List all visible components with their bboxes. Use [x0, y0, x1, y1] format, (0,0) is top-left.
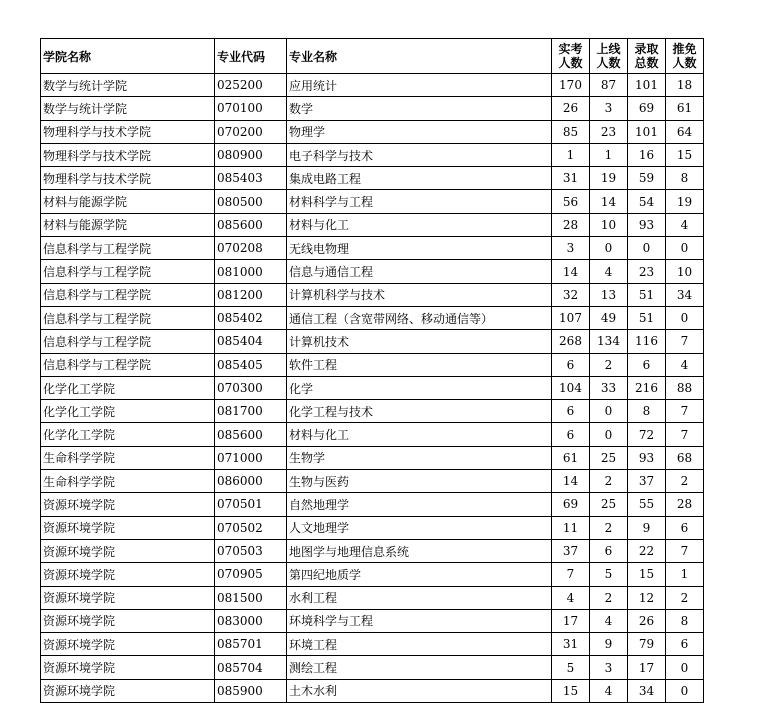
cell-exam-count: 7: [552, 563, 590, 586]
header-admit-line1: 录取: [634, 42, 659, 56]
cell-exam-count: 104: [552, 376, 590, 399]
cell-admit-total: 69: [628, 97, 666, 120]
cell-major: 集成电路工程: [287, 167, 552, 190]
table-row: [41, 586, 704, 609]
cell-exam-count: 5: [552, 656, 590, 679]
cell-college: 数学与统计学院: [41, 97, 215, 120]
cell-line-count: 9: [590, 633, 628, 656]
table-row: [41, 563, 704, 586]
cell-major: 电子科学与技术: [287, 143, 552, 166]
cell-code: 085402: [215, 306, 287, 329]
header-admit: [628, 39, 666, 74]
cell-line-count: 49: [590, 306, 628, 329]
cell-line-count: 25: [590, 446, 628, 469]
cell-admit-total: 216: [628, 376, 666, 399]
cell-exam-count: 56: [552, 190, 590, 213]
cell-college: 资源环境学院: [41, 586, 215, 609]
admissions-table: [40, 38, 704, 703]
table-row: [41, 539, 704, 562]
cell-recommend-count: 18: [666, 74, 704, 97]
cell-code: 070905: [215, 563, 287, 586]
cell-recommend-count: 34: [666, 283, 704, 306]
header-exam-line1: 实考: [558, 42, 583, 56]
cell-exam-count: 61: [552, 446, 590, 469]
cell-college: 资源环境学院: [41, 656, 215, 679]
table-row: [41, 237, 704, 260]
cell-exam-count: 15: [552, 679, 590, 702]
cell-college: 化学化工学院: [41, 400, 215, 423]
cell-line-count: 14: [590, 190, 628, 213]
cell-recommend-count: 6: [666, 516, 704, 539]
cell-major: 水利工程: [287, 586, 552, 609]
cell-code: 083000: [215, 609, 287, 632]
cell-major: 地图学与地理信息系统: [287, 539, 552, 562]
cell-major: 材料科学与工程: [287, 190, 552, 213]
header-college: 学院名称: [41, 39, 215, 74]
table-row: [41, 306, 704, 329]
cell-college: 化学化工学院: [41, 376, 215, 399]
table-row: [41, 516, 704, 539]
cell-exam-count: 26: [552, 97, 590, 120]
cell-admit-total: 51: [628, 283, 666, 306]
cell-line-count: 0: [590, 400, 628, 423]
cell-recommend-count: 0: [666, 656, 704, 679]
cell-code: 081000: [215, 260, 287, 283]
cell-major: 生物学: [287, 446, 552, 469]
cell-college: 材料与能源学院: [41, 213, 215, 236]
table-row: [41, 143, 704, 166]
cell-recommend-count: 19: [666, 190, 704, 213]
cell-college: 生命科学学院: [41, 446, 215, 469]
cell-admit-total: 55: [628, 493, 666, 516]
header-recommend-line2: 人数: [672, 56, 697, 70]
cell-major: 环境科学与工程: [287, 609, 552, 632]
cell-code: 085900: [215, 679, 287, 702]
cell-recommend-count: 7: [666, 400, 704, 423]
cell-major: 材料与化工: [287, 423, 552, 446]
cell-code: 071000: [215, 446, 287, 469]
cell-admit-total: 59: [628, 167, 666, 190]
cell-recommend-count: 0: [666, 237, 704, 260]
cell-major: 土木水利: [287, 679, 552, 702]
table-row: [41, 376, 704, 399]
cell-exam-count: 17: [552, 609, 590, 632]
cell-admit-total: 116: [628, 330, 666, 353]
table-row: [41, 120, 704, 143]
cell-college: 物理科学与技术学院: [41, 143, 215, 166]
cell-line-count: 23: [590, 120, 628, 143]
cell-recommend-count: 0: [666, 306, 704, 329]
cell-code: 070502: [215, 516, 287, 539]
cell-college: 化学化工学院: [41, 423, 215, 446]
cell-major: 自然地理学: [287, 493, 552, 516]
table-row: [41, 656, 704, 679]
table-row: [41, 493, 704, 516]
cell-admit-total: 72: [628, 423, 666, 446]
cell-college: 信息科学与工程学院: [41, 330, 215, 353]
header-recommend-line1: 推免: [672, 42, 697, 56]
header-line-line1: 上线: [596, 42, 621, 56]
cell-major: 化学工程与技术: [287, 400, 552, 423]
cell-admit-total: 34: [628, 679, 666, 702]
cell-college: 信息科学与工程学院: [41, 283, 215, 306]
cell-recommend-count: 0: [666, 679, 704, 702]
table-row: [41, 97, 704, 120]
cell-exam-count: 11: [552, 516, 590, 539]
cell-line-count: 3: [590, 656, 628, 679]
cell-code: 086000: [215, 470, 287, 493]
table-row: [41, 446, 704, 469]
cell-code: 085405: [215, 353, 287, 376]
cell-major: 数学: [287, 97, 552, 120]
cell-recommend-count: 68: [666, 446, 704, 469]
cell-line-count: 0: [590, 423, 628, 446]
cell-college: 物理科学与技术学院: [41, 167, 215, 190]
cell-exam-count: 268: [552, 330, 590, 353]
cell-line-count: 13: [590, 283, 628, 306]
cell-code: 070208: [215, 237, 287, 260]
header-exam: [552, 39, 590, 74]
cell-admit-total: 79: [628, 633, 666, 656]
cell-recommend-count: 2: [666, 470, 704, 493]
cell-exam-count: 1: [552, 143, 590, 166]
cell-line-count: 2: [590, 470, 628, 493]
cell-admit-total: 22: [628, 539, 666, 562]
cell-admit-total: 101: [628, 120, 666, 143]
cell-exam-count: 3: [552, 237, 590, 260]
cell-code: 081500: [215, 586, 287, 609]
cell-code: 085704: [215, 656, 287, 679]
header-exam-line2: 人数: [558, 56, 583, 70]
cell-recommend-count: 7: [666, 539, 704, 562]
cell-line-count: 134: [590, 330, 628, 353]
header-line: [590, 39, 628, 74]
cell-admit-total: 15: [628, 563, 666, 586]
cell-admit-total: 6: [628, 353, 666, 376]
cell-exam-count: 6: [552, 423, 590, 446]
cell-major: 人文地理学: [287, 516, 552, 539]
cell-code: 070200: [215, 120, 287, 143]
cell-exam-count: 107: [552, 306, 590, 329]
cell-college: 资源环境学院: [41, 633, 215, 656]
cell-recommend-count: 1: [666, 563, 704, 586]
cell-college: 资源环境学院: [41, 493, 215, 516]
cell-line-count: 5: [590, 563, 628, 586]
cell-major: 环境工程: [287, 633, 552, 656]
cell-recommend-count: 10: [666, 260, 704, 283]
cell-major: 测绘工程: [287, 656, 552, 679]
cell-major: 生物与医药: [287, 470, 552, 493]
cell-line-count: 0: [590, 237, 628, 260]
cell-admit-total: 23: [628, 260, 666, 283]
cell-major: 物理学: [287, 120, 552, 143]
cell-recommend-count: 64: [666, 120, 704, 143]
cell-exam-count: 6: [552, 400, 590, 423]
cell-exam-count: 69: [552, 493, 590, 516]
cell-recommend-count: 7: [666, 423, 704, 446]
cell-line-count: 2: [590, 516, 628, 539]
cell-line-count: 1: [590, 143, 628, 166]
cell-admit-total: 12: [628, 586, 666, 609]
cell-line-count: 2: [590, 586, 628, 609]
cell-college: 资源环境学院: [41, 563, 215, 586]
cell-recommend-count: 28: [666, 493, 704, 516]
cell-major: 无线电物理: [287, 237, 552, 260]
cell-line-count: 10: [590, 213, 628, 236]
cell-admit-total: 26: [628, 609, 666, 632]
cell-recommend-count: 8: [666, 609, 704, 632]
cell-college: 资源环境学院: [41, 539, 215, 562]
cell-college: 资源环境学院: [41, 516, 215, 539]
cell-recommend-count: 7: [666, 330, 704, 353]
table-header: [41, 39, 704, 74]
table-body: [41, 74, 704, 703]
cell-exam-count: 37: [552, 539, 590, 562]
cell-college: 信息科学与工程学院: [41, 237, 215, 260]
table-row: [41, 679, 704, 702]
cell-code: 081700: [215, 400, 287, 423]
cell-code: 085600: [215, 423, 287, 446]
table-row: [41, 213, 704, 236]
cell-line-count: 4: [590, 679, 628, 702]
cell-exam-count: 6: [552, 353, 590, 376]
cell-major: 信息与通信工程: [287, 260, 552, 283]
cell-recommend-count: 88: [666, 376, 704, 399]
cell-code: 085404: [215, 330, 287, 353]
cell-admit-total: 37: [628, 470, 666, 493]
cell-admit-total: 93: [628, 213, 666, 236]
cell-college: 信息科学与工程学院: [41, 260, 215, 283]
table-row: [41, 353, 704, 376]
cell-recommend-count: 61: [666, 97, 704, 120]
cell-exam-count: 31: [552, 167, 590, 190]
table-row: [41, 190, 704, 213]
cell-admit-total: 54: [628, 190, 666, 213]
cell-recommend-count: 4: [666, 353, 704, 376]
cell-admit-total: 9: [628, 516, 666, 539]
cell-college: 材料与能源学院: [41, 190, 215, 213]
table-row: [41, 330, 704, 353]
cell-code: 070100: [215, 97, 287, 120]
cell-major: 软件工程: [287, 353, 552, 376]
cell-recommend-count: 6: [666, 633, 704, 656]
cell-code: 080500: [215, 190, 287, 213]
table-row: [41, 260, 704, 283]
cell-college: 信息科学与工程学院: [41, 306, 215, 329]
cell-admit-total: 17: [628, 656, 666, 679]
cell-exam-count: 28: [552, 213, 590, 236]
cell-code: 085701: [215, 633, 287, 656]
table-row: [41, 633, 704, 656]
cell-recommend-count: 2: [666, 586, 704, 609]
cell-admit-total: 8: [628, 400, 666, 423]
cell-line-count: 4: [590, 260, 628, 283]
cell-major: 计算机科学与技术: [287, 283, 552, 306]
cell-code: 085403: [215, 167, 287, 190]
cell-line-count: 87: [590, 74, 628, 97]
table-row: [41, 400, 704, 423]
cell-code: 070503: [215, 539, 287, 562]
table-row: [41, 470, 704, 493]
cell-code: 025200: [215, 74, 287, 97]
cell-exam-count: 4: [552, 586, 590, 609]
cell-line-count: 33: [590, 376, 628, 399]
cell-recommend-count: 4: [666, 213, 704, 236]
cell-college: 资源环境学院: [41, 679, 215, 702]
cell-major: 通信工程（含宽带网络、移动通信等）: [287, 306, 552, 329]
cell-admit-total: 0: [628, 237, 666, 260]
cell-line-count: 3: [590, 97, 628, 120]
cell-college: 信息科学与工程学院: [41, 353, 215, 376]
header-major: 专业名称: [287, 39, 552, 74]
cell-code: 070501: [215, 493, 287, 516]
cell-line-count: 25: [590, 493, 628, 516]
header-recommend: [666, 39, 704, 74]
cell-major: 化学: [287, 376, 552, 399]
cell-exam-count: 85: [552, 120, 590, 143]
cell-admit-total: 16: [628, 143, 666, 166]
cell-exam-count: 14: [552, 260, 590, 283]
cell-major: 第四纪地质学: [287, 563, 552, 586]
table-row: [41, 609, 704, 632]
cell-code: 080900: [215, 143, 287, 166]
cell-admit-total: 51: [628, 306, 666, 329]
cell-college: 资源环境学院: [41, 609, 215, 632]
cell-major: 材料与化工: [287, 213, 552, 236]
cell-code: 081200: [215, 283, 287, 306]
cell-admit-total: 101: [628, 74, 666, 97]
cell-line-count: 2: [590, 353, 628, 376]
cell-college: 物理科学与技术学院: [41, 120, 215, 143]
cell-line-count: 19: [590, 167, 628, 190]
cell-exam-count: 14: [552, 470, 590, 493]
cell-recommend-count: 8: [666, 167, 704, 190]
header-code: 专业代码: [215, 39, 287, 74]
cell-line-count: 6: [590, 539, 628, 562]
cell-major: 计算机技术: [287, 330, 552, 353]
header-row: [41, 39, 704, 74]
cell-recommend-count: 15: [666, 143, 704, 166]
table-row: [41, 167, 704, 190]
table-row: [41, 423, 704, 446]
table-row: [41, 74, 704, 97]
cell-code: 070300: [215, 376, 287, 399]
table-row: [41, 283, 704, 306]
cell-college: 数学与统计学院: [41, 74, 215, 97]
cell-code: 085600: [215, 213, 287, 236]
cell-admit-total: 93: [628, 446, 666, 469]
cell-exam-count: 31: [552, 633, 590, 656]
cell-college: 生命科学学院: [41, 470, 215, 493]
cell-exam-count: 32: [552, 283, 590, 306]
header-line-line2: 人数: [596, 56, 621, 70]
cell-exam-count: 170: [552, 74, 590, 97]
cell-major: 应用统计: [287, 74, 552, 97]
header-admit-line2: 总数: [634, 56, 659, 70]
cell-line-count: 4: [590, 609, 628, 632]
